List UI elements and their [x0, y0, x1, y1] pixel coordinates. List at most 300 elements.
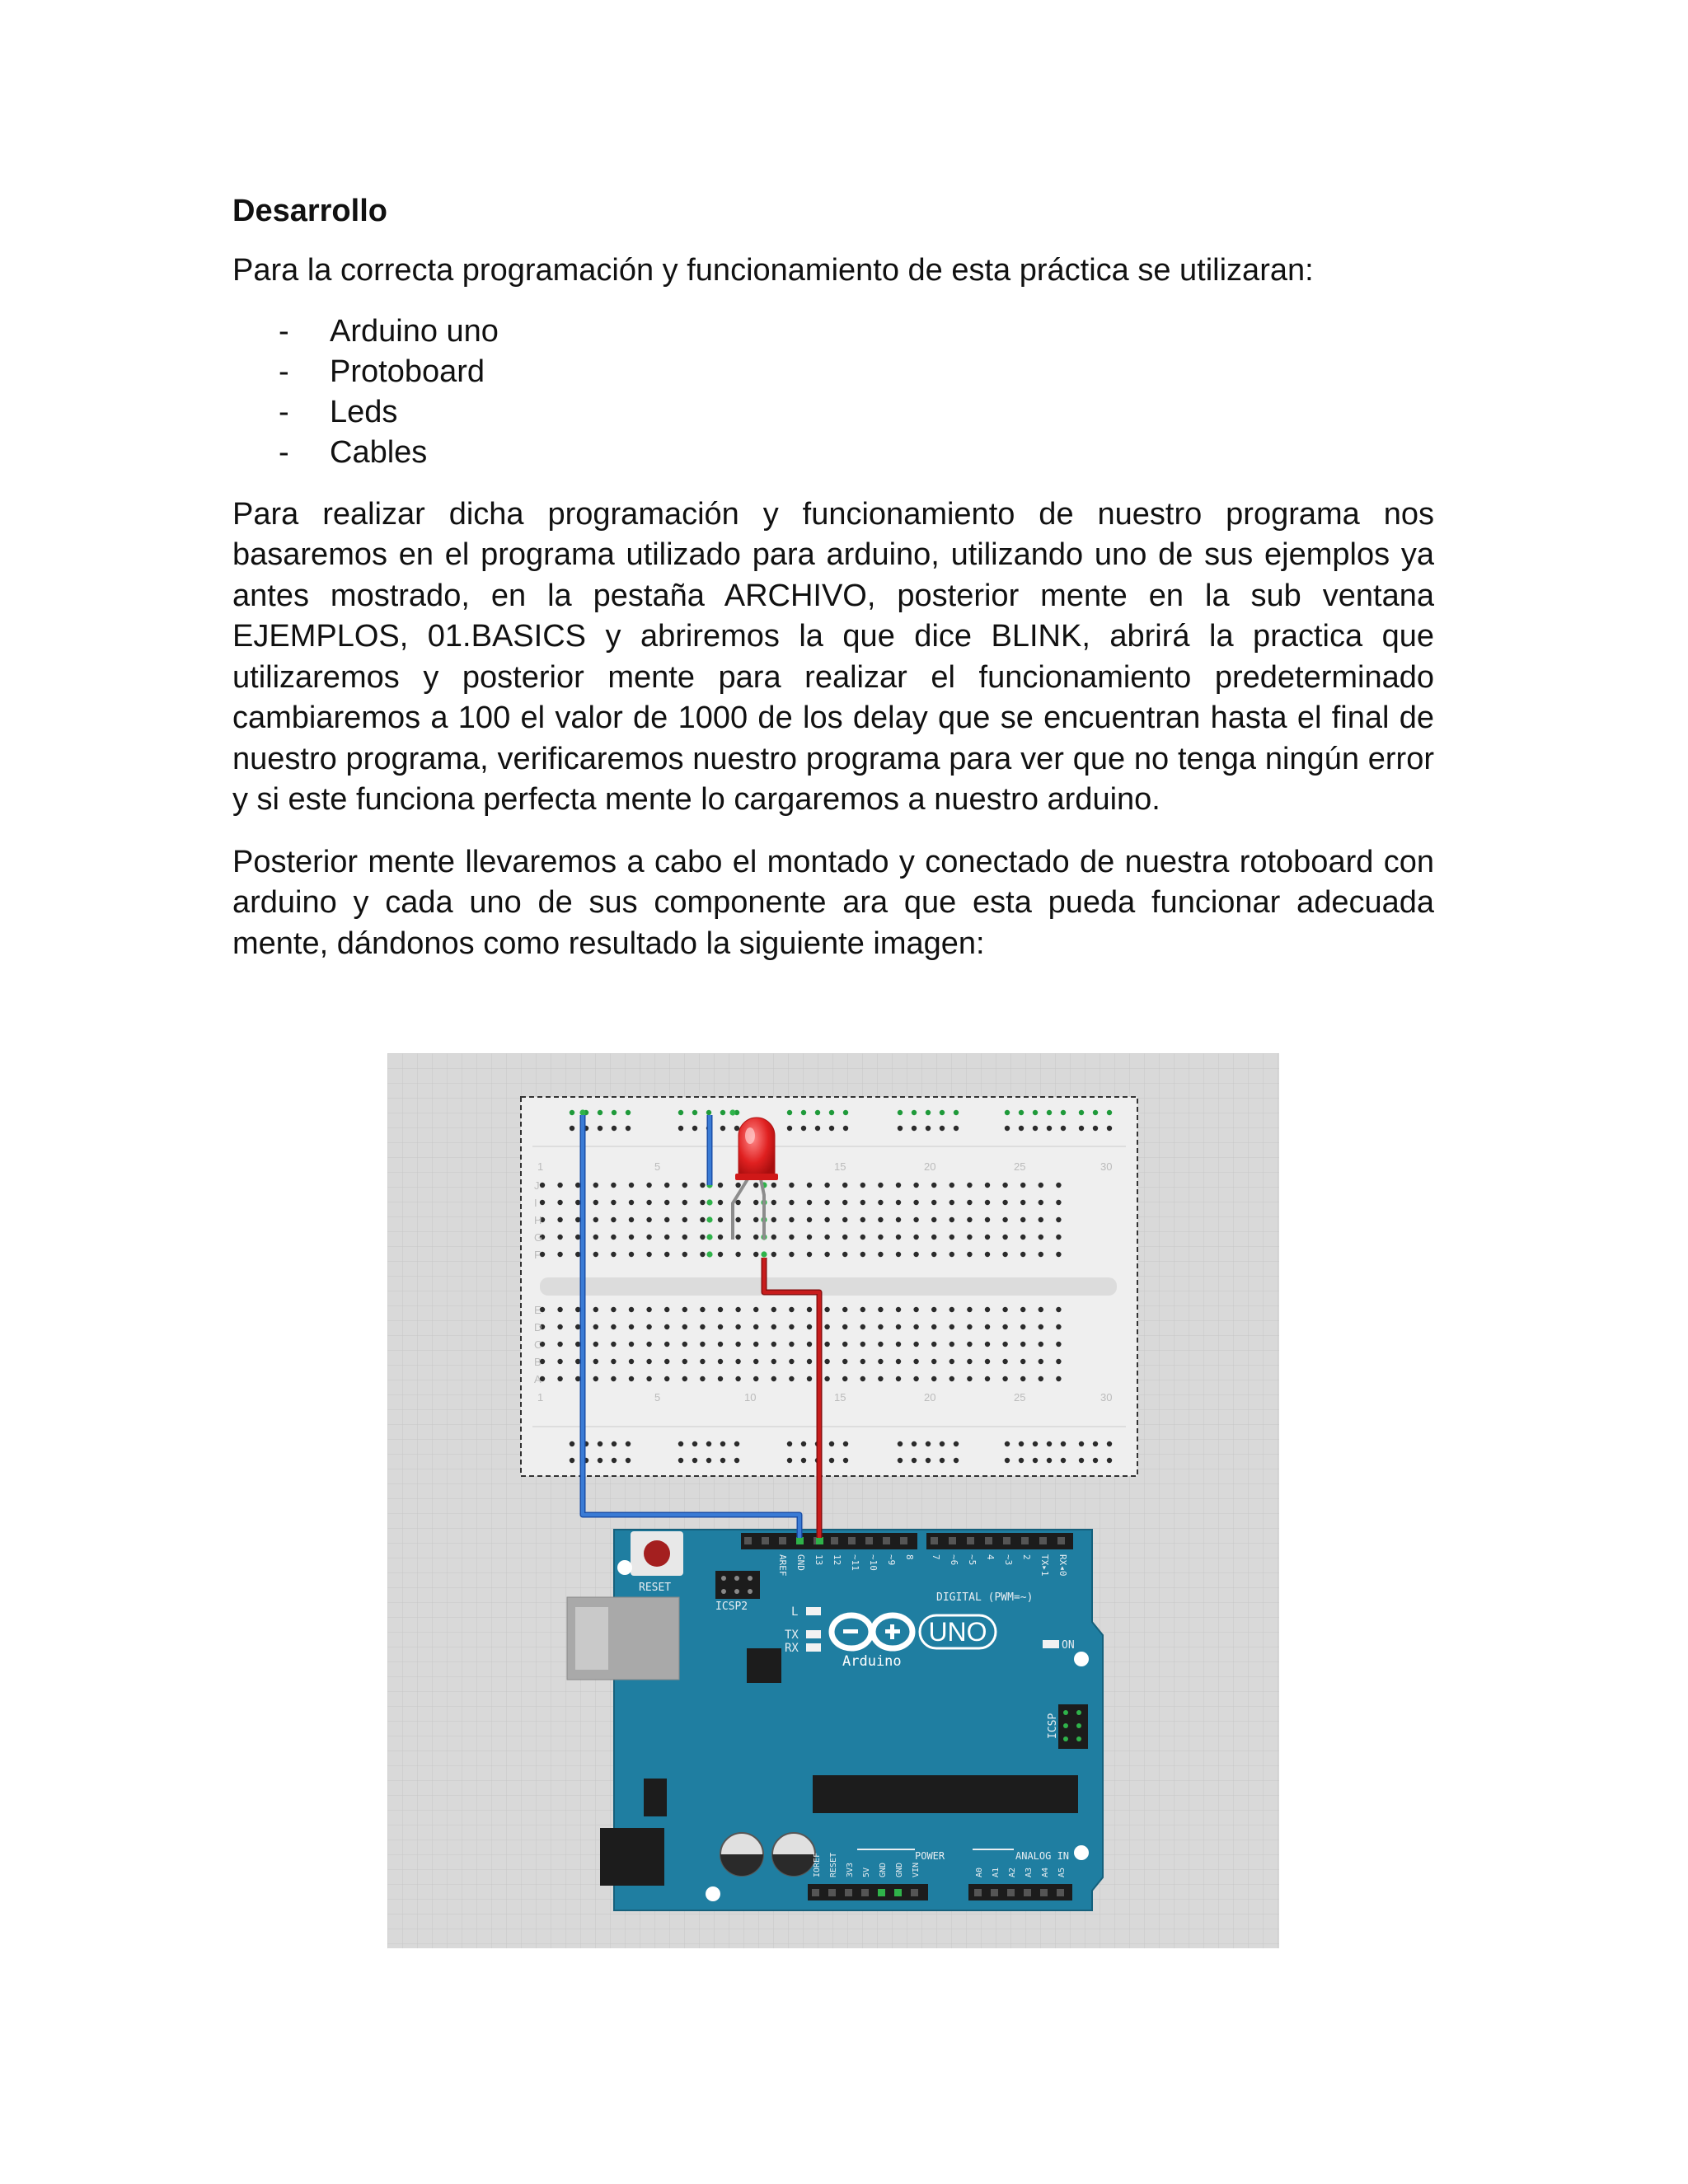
rail-hole — [1061, 1441, 1066, 1446]
breadboard-hole — [700, 1324, 705, 1329]
header-hole — [985, 1537, 992, 1544]
icsp-label: ICSP — [1047, 1713, 1059, 1739]
header-hole — [848, 1537, 856, 1544]
breadboard-hole — [913, 1376, 918, 1381]
rail-hole — [926, 1126, 931, 1131]
power-pin-label: IOREF — [813, 1852, 822, 1877]
breadboard-hole — [789, 1342, 794, 1347]
header-hole — [900, 1537, 907, 1544]
breadboard-hole — [913, 1217, 918, 1222]
breadboard-hole — [557, 1359, 562, 1364]
power-label: POWER — [915, 1850, 945, 1862]
column-number: 15 — [834, 1391, 846, 1404]
digital-pin-label: ~11 — [850, 1554, 860, 1571]
column-number: 15 — [834, 1160, 846, 1173]
breadboard-hole — [896, 1183, 901, 1188]
breadboard-hole — [771, 1200, 776, 1205]
materials-list — [232, 312, 1434, 473]
breadboard-hole — [1020, 1359, 1025, 1364]
breadboard-hole — [629, 1376, 634, 1381]
breadboard-hole — [611, 1359, 616, 1364]
icsp-pin — [1063, 1710, 1068, 1715]
breadboard-hole — [735, 1252, 740, 1257]
breadboard-hole — [1020, 1342, 1025, 1347]
logo-uno-text: UNO — [928, 1617, 987, 1647]
breadboard-hole — [700, 1183, 705, 1188]
breadboard-hole — [575, 1217, 580, 1222]
rail-hole — [926, 1441, 931, 1446]
breadboard-hole — [575, 1324, 580, 1329]
digital-pin-label: RX◂0 — [1057, 1554, 1068, 1577]
rail-hole — [598, 1458, 603, 1463]
list-item — [232, 392, 1434, 433]
breadboard-hole — [842, 1342, 847, 1347]
analog-pin-label: A0 — [975, 1867, 984, 1877]
breadboard-hole — [896, 1376, 901, 1381]
breadboard-hole — [950, 1307, 954, 1312]
header-hole — [949, 1537, 956, 1544]
connected-hole — [706, 1199, 712, 1205]
list-item-text: Cables — [330, 434, 428, 470]
breadboard-hole — [753, 1217, 758, 1222]
breadboard-hole — [950, 1376, 954, 1381]
breadboard-hole — [824, 1342, 829, 1347]
breadboard-hole — [860, 1307, 865, 1312]
power-pin-label: GND — [895, 1862, 904, 1877]
arduino-uno-board — [567, 1530, 1103, 1910]
breadboard-hole — [931, 1342, 936, 1347]
digital-pin-label: ~5 — [967, 1554, 978, 1566]
breadboard-hole — [1056, 1376, 1061, 1381]
breadboard-hole — [842, 1252, 847, 1257]
header-hole — [967, 1537, 974, 1544]
rail-hole — [598, 1110, 603, 1115]
breadboard-hole — [931, 1324, 936, 1329]
breadboard-hole — [1020, 1183, 1025, 1188]
breadboard-hole — [1002, 1200, 1007, 1205]
rail-hole — [787, 1458, 792, 1463]
breadboard-hole — [789, 1376, 794, 1381]
breadboard-hole — [842, 1200, 847, 1205]
rail-hole — [940, 1441, 945, 1446]
header-hole — [779, 1537, 786, 1544]
breadboard-hole — [931, 1376, 936, 1381]
breadboard-hole — [629, 1342, 634, 1347]
digital-pin-label: 7 — [931, 1554, 941, 1560]
breadboard — [521, 1097, 1137, 1476]
breadboard-hole — [913, 1307, 918, 1312]
breadboard-hole — [540, 1183, 545, 1188]
breadboard-hole — [1002, 1183, 1007, 1188]
rail-hole — [678, 1110, 683, 1115]
breadboard-hole — [896, 1324, 901, 1329]
breadboard-hole — [593, 1342, 598, 1347]
connected-hole — [761, 1251, 767, 1257]
rail-hole — [829, 1126, 834, 1131]
breadboard-hole — [629, 1359, 634, 1364]
breadboard-hole — [967, 1324, 972, 1329]
digital-pin-label: 2 — [1021, 1554, 1032, 1560]
breadboard-hole — [896, 1342, 901, 1347]
reset-button-cap — [644, 1540, 670, 1567]
rail-hole — [926, 1110, 931, 1115]
breadboard-hole — [842, 1183, 847, 1188]
mount-hole — [1074, 1652, 1089, 1666]
breadboard-hole — [611, 1217, 616, 1222]
breadboard-hole — [664, 1252, 669, 1257]
rail-hole — [940, 1126, 945, 1131]
header-hole — [865, 1537, 873, 1544]
header-hole — [1007, 1889, 1015, 1896]
breadboard-hole — [753, 1183, 758, 1188]
breadboard-hole — [1039, 1252, 1043, 1257]
breadboard-hole — [718, 1252, 723, 1257]
rail-hole — [598, 1126, 603, 1131]
rail-hole — [692, 1458, 697, 1463]
rail-hole — [912, 1441, 917, 1446]
list-item — [232, 352, 1434, 392]
breadboard-hole — [824, 1307, 829, 1312]
column-number: 30 — [1100, 1160, 1113, 1173]
breadboard-hole — [682, 1359, 687, 1364]
rail-hole — [1061, 1110, 1066, 1115]
breadboard-hole — [593, 1200, 598, 1205]
connected-hole — [706, 1234, 712, 1240]
breadboard-hole — [985, 1342, 990, 1347]
rail-hole — [1005, 1458, 1010, 1463]
rail-hole — [801, 1458, 806, 1463]
breadboard-hole — [1056, 1342, 1061, 1347]
breadboard-hole — [771, 1183, 776, 1188]
breadboard-hole — [700, 1217, 705, 1222]
breadboard-hole — [664, 1200, 669, 1205]
breadboard-hole — [646, 1376, 651, 1381]
breadboard-hole — [646, 1342, 651, 1347]
breadboard-hole — [771, 1252, 776, 1257]
rail-hole — [1005, 1110, 1010, 1115]
rail-hole — [1107, 1110, 1112, 1115]
breadboard-hole — [1002, 1235, 1007, 1240]
column-number: 30 — [1100, 1391, 1113, 1404]
breadboard-hole — [860, 1359, 865, 1364]
analog-pin-label: A4 — [1041, 1867, 1050, 1877]
breadboard-hole — [896, 1359, 901, 1364]
breadboard-hole — [967, 1252, 972, 1257]
breadboard-hole — [967, 1307, 972, 1312]
breadboard-hole — [629, 1235, 634, 1240]
breadboard-hole — [646, 1359, 651, 1364]
rail-hole — [1093, 1441, 1098, 1446]
breadboard-hole — [931, 1183, 936, 1188]
rail-hole — [787, 1110, 792, 1115]
header-hole — [1057, 1537, 1065, 1544]
rail-hole — [1047, 1110, 1052, 1115]
breadboard-hole — [913, 1235, 918, 1240]
row-letter: B — [534, 1356, 542, 1368]
breadboard-hole — [540, 1200, 545, 1205]
breadboard-hole — [575, 1359, 580, 1364]
breadboard-hole — [753, 1307, 758, 1312]
header-hole — [1021, 1537, 1029, 1544]
breadboard-hole — [807, 1183, 812, 1188]
rail-hole — [1019, 1110, 1024, 1115]
rail-hole — [734, 1458, 739, 1463]
breadboard-hole — [842, 1359, 847, 1364]
breadboard-hole — [557, 1307, 562, 1312]
breadboard-hole — [557, 1324, 562, 1329]
breadboard-hole — [931, 1217, 936, 1222]
icsp2-pin — [721, 1589, 726, 1594]
breadboard-hole — [860, 1200, 865, 1205]
rail-hole — [954, 1441, 959, 1446]
breadboard-hole — [1002, 1376, 1007, 1381]
rail-hole — [829, 1458, 834, 1463]
breadboard-hole — [950, 1342, 954, 1347]
header-hole-used — [816, 1537, 823, 1544]
breadboard-hole — [735, 1200, 740, 1205]
rail-hole — [692, 1126, 697, 1131]
breadboard-hole — [807, 1342, 812, 1347]
breadboard-hole — [913, 1200, 918, 1205]
rail-hole — [801, 1126, 806, 1131]
breadboard-hole — [557, 1342, 562, 1347]
breadboard-hole — [700, 1376, 705, 1381]
breadboard-hole — [913, 1324, 918, 1329]
breadboard-hole — [682, 1324, 687, 1329]
breadboard-hole — [753, 1324, 758, 1329]
breadboard-hole — [718, 1217, 723, 1222]
row-letter: A — [534, 1373, 542, 1385]
header-hole — [1057, 1889, 1064, 1896]
rail-hole — [1079, 1110, 1084, 1115]
breadboard-hole — [593, 1235, 598, 1240]
breadboard-hole — [985, 1359, 990, 1364]
column-number: 20 — [924, 1160, 936, 1173]
rail-hole — [898, 1110, 903, 1115]
breadboard-hole — [1039, 1342, 1043, 1347]
rail-hole — [1033, 1110, 1038, 1115]
breadboard-hole — [1020, 1252, 1025, 1257]
breadboard-hole — [753, 1200, 758, 1205]
breadboard-hole — [789, 1183, 794, 1188]
breadboard-hole — [771, 1217, 776, 1222]
row-letter: G — [534, 1231, 543, 1244]
rail-hole — [1005, 1126, 1010, 1131]
breadboard-hole — [629, 1252, 634, 1257]
header-hole-used — [796, 1537, 804, 1544]
rail-hole — [1107, 1441, 1112, 1446]
digital-pin-label: TX▸1 — [1039, 1554, 1050, 1577]
header-hole — [1040, 1889, 1048, 1896]
rail-hole — [829, 1110, 834, 1115]
document-body — [232, 191, 1434, 986]
breadboard-hole — [807, 1359, 812, 1364]
rail-hole — [706, 1110, 711, 1115]
rail-hole — [787, 1126, 792, 1131]
breadboard-hole — [967, 1342, 972, 1347]
breadboard-hole — [575, 1342, 580, 1347]
breadboard-hole — [593, 1359, 598, 1364]
header-hole — [911, 1889, 918, 1896]
breadboard-hole — [1002, 1252, 1007, 1257]
breadboard-hole — [557, 1217, 562, 1222]
circuit-diagram — [387, 1053, 1279, 1948]
icsp2-pin — [748, 1589, 753, 1594]
row-letter: H — [534, 1214, 542, 1226]
power-pin-label: 5V — [862, 1867, 871, 1877]
breadboard-hole — [842, 1217, 847, 1222]
breadboard-hole — [718, 1324, 723, 1329]
rail-hole — [843, 1110, 848, 1115]
breadboard-hole — [985, 1324, 990, 1329]
breadboard-hole — [575, 1200, 580, 1205]
column-number: 5 — [654, 1160, 661, 1173]
breadboard-hole — [1056, 1307, 1061, 1312]
breadboard-hole — [629, 1200, 634, 1205]
rail-hole — [1033, 1441, 1038, 1446]
voltage-regulator — [644, 1779, 667, 1816]
breadboard-hole — [950, 1217, 954, 1222]
breadboard-hole — [967, 1376, 972, 1381]
breadboard-hole — [753, 1359, 758, 1364]
rail-hole — [801, 1110, 806, 1115]
column-number: 1 — [537, 1391, 544, 1404]
breadboard-hole — [896, 1235, 901, 1240]
procedure-paragraph: Para realizar dicha programación y funcionamiento de nuestro programa nos basaremos en el programa utilizado para arduino, utilizando uno de sus ejemplos ya antes mostrado, en la pestaña ARCHIVO, posterior mente en la sub ventana EJEMPLOS, 01.BASICS y abriremos la que dice BLINK, abrirá la practica que utilizaremos y posterior mente para realizar el funcionamiento predeterminado cambiaremos a 100 el valor de 1000 de los delay que se encuentran hasta el final de nuestro programa, verificaremos nuestro programa para ver que no tenga ningún error y si este funciona perfecta mente lo cargaremos a nuestro arduino. — [232, 496, 1434, 817]
power-pin-label: GND — [879, 1862, 888, 1877]
rail-hole — [1061, 1126, 1066, 1131]
breadboard-hole — [646, 1217, 651, 1222]
rail-hole — [692, 1441, 697, 1446]
digital-label: DIGITAL (PWM=~) — [936, 1591, 1034, 1604]
logo-plus-v — [890, 1624, 894, 1639]
breadboard-hole — [771, 1235, 776, 1240]
breadboard-hole — [807, 1376, 812, 1381]
breadboard-hole — [878, 1359, 883, 1364]
rail-hole — [1019, 1458, 1024, 1463]
header-hole — [1039, 1537, 1047, 1544]
breadboard-hole — [967, 1359, 972, 1364]
breadboard-hole — [593, 1376, 598, 1381]
breadboard-hole — [735, 1307, 740, 1312]
breadboard-hole — [931, 1359, 936, 1364]
rail-hole — [1107, 1458, 1112, 1463]
rail-hole — [626, 1441, 631, 1446]
circuit-figure — [387, 1053, 1279, 1948]
rail-hole — [612, 1126, 617, 1131]
rail-hole — [843, 1458, 848, 1463]
connected-hole — [579, 1109, 585, 1115]
digital-pin-label: GND — [795, 1554, 806, 1571]
header-hole — [861, 1889, 869, 1896]
rail-hole — [626, 1110, 631, 1115]
rail-hole — [898, 1126, 903, 1131]
bullet-dash: - — [279, 394, 289, 429]
rail-hole — [626, 1126, 631, 1131]
header-hole — [878, 1889, 885, 1896]
usb-chip — [747, 1648, 781, 1683]
led-l — [806, 1607, 821, 1615]
mount-hole — [1074, 1845, 1089, 1860]
row-letter: C — [534, 1338, 542, 1351]
breadboard-hole — [896, 1200, 901, 1205]
rail-hole — [1047, 1126, 1052, 1131]
logo-brand-text: Arduino — [842, 1653, 902, 1670]
header-hole — [931, 1537, 938, 1544]
breadboard-hole — [646, 1324, 651, 1329]
breadboard-hole — [682, 1252, 687, 1257]
rail-hole — [720, 1126, 725, 1131]
breadboard-hole — [985, 1307, 990, 1312]
list-item — [232, 312, 1434, 352]
row-letter: F — [534, 1249, 541, 1261]
breadboard-hole — [682, 1235, 687, 1240]
breadboard-hole — [1002, 1359, 1007, 1364]
breadboard-hole — [967, 1217, 972, 1222]
breadboard-hole — [682, 1200, 687, 1205]
breadboard-hole — [700, 1342, 705, 1347]
breadboard-hole — [575, 1252, 580, 1257]
breadboard-hole — [824, 1200, 829, 1205]
breadboard-hole — [1039, 1217, 1043, 1222]
icsp-pin — [1076, 1736, 1081, 1741]
breadboard-hole — [896, 1252, 901, 1257]
breadboard-hole — [575, 1307, 580, 1312]
rail-hole — [926, 1458, 931, 1463]
breadboard-hole — [753, 1376, 758, 1381]
breadboard-hole — [807, 1307, 812, 1312]
rail-hole — [843, 1126, 848, 1131]
rail-hole — [1019, 1441, 1024, 1446]
rail-hole — [612, 1458, 617, 1463]
breadboard-hole — [664, 1376, 669, 1381]
breadboard-hole — [860, 1252, 865, 1257]
rail-hole — [570, 1126, 574, 1131]
breadboard-hole — [611, 1252, 616, 1257]
rail-hole — [692, 1110, 697, 1115]
header-hole — [744, 1537, 752, 1544]
digital-pin-label: ~6 — [949, 1554, 959, 1566]
breadboard-hole — [950, 1359, 954, 1364]
breadboard-hole — [557, 1183, 562, 1188]
breadboard-hole — [913, 1342, 918, 1347]
breadboard-hole — [593, 1252, 598, 1257]
breadboard-hole — [753, 1252, 758, 1257]
icsp2-pin — [721, 1576, 726, 1581]
breadboard-hole — [824, 1183, 829, 1188]
icsp2-pin — [734, 1589, 739, 1594]
breadboard-hole — [682, 1307, 687, 1312]
digital-pin-label: ~3 — [1003, 1554, 1014, 1566]
header-hole — [828, 1889, 836, 1896]
header-hole — [991, 1889, 998, 1896]
breadboard-hole — [860, 1324, 865, 1329]
column-number: 25 — [1014, 1160, 1026, 1173]
led-rim — [735, 1174, 778, 1180]
breadboard-hole — [789, 1324, 794, 1329]
breadboard-hole — [718, 1359, 723, 1364]
tx-label: TX — [785, 1629, 799, 1642]
digital-pin-label: 12 — [832, 1554, 842, 1566]
breadboard-hole — [1020, 1324, 1025, 1329]
breadboard-hole — [700, 1252, 705, 1257]
rail-hole — [720, 1110, 725, 1115]
breadboard-hole — [735, 1183, 740, 1188]
breadboard-hole — [860, 1183, 865, 1188]
breadboard-hole — [611, 1200, 616, 1205]
rail-hole — [570, 1110, 574, 1115]
breadboard-hole — [807, 1235, 812, 1240]
